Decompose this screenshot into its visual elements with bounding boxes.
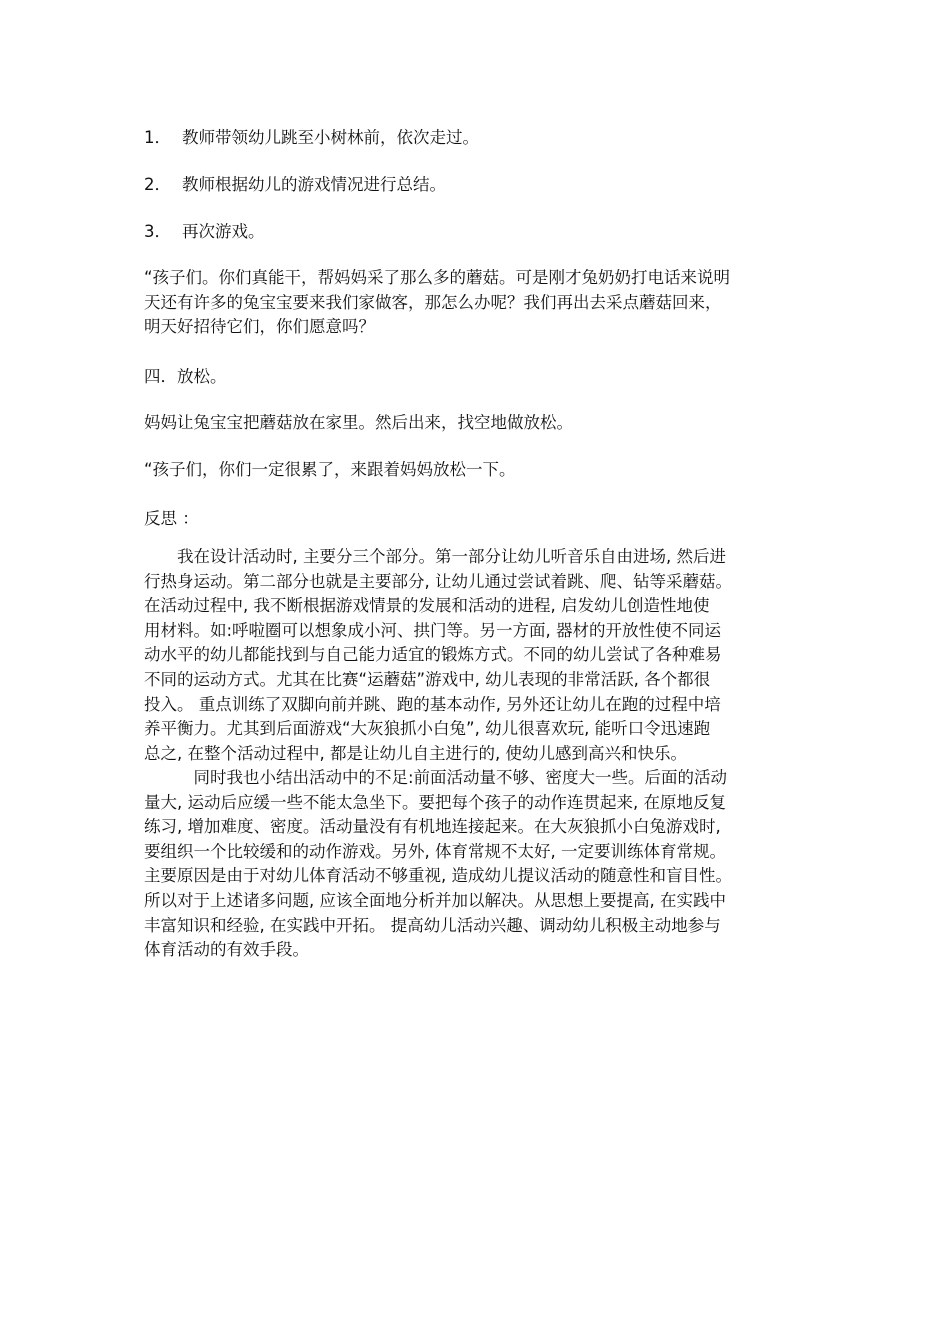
text-line: 在活动过程中, 我不断根据游戏情景的发展和活动的进程, 启发幼儿创造性地使: [144, 596, 710, 616]
text-line: 总之, 在整个活动过程中, 都是让幼儿自主进行的, 使幼儿感到高兴和快乐。: [144, 743, 687, 763]
text-line: 动水平的幼儿都能找到与自己能力适宜的锻炼方式。不同的幼儿尝试了各种难易: [144, 645, 722, 665]
step-item: [144, 173, 446, 197]
text-line: “孩子们。你们真能干，帮妈妈采了那么多的蘑菇。可是刚才兔奶奶打电话来说明: [144, 268, 731, 287]
quote-paragraph: [144, 266, 820, 340]
quote-paragraph: “孩子们，你们一定很累了，来跟着妈妈放松一下。: [144, 460, 516, 479]
body-paragraph: 妈妈让兔宝宝把蘑菇放在家里。然后出来，找空地做放松。: [144, 413, 573, 432]
reflection-paragraph-2: [144, 766, 820, 963]
text-line: 练习, 增加难度、密度。活动量没有有机地连接起来。在大灰狼抓小白兔游戏时,: [144, 817, 721, 837]
reflection-label: 反思 ：: [144, 509, 199, 528]
reflection-paragraph-1: [144, 545, 820, 766]
text-line: 体育活动的有效手段。: [144, 940, 309, 960]
text-line: 同时我也小结出活动中的不足:前面活动量不够、密度大一些。后面的活动: [144, 768, 728, 787]
text-line: 要组织一个比较缓和的动作游戏。另外, 体育常规不太好, 一定要训练体育常规。: [144, 841, 726, 861]
step-item: [144, 220, 265, 244]
step-number: 2．: [144, 175, 171, 194]
section-heading: 四．放松。: [144, 367, 227, 386]
text-line: 我在设计活动时, 主要分三个部分。第一部分让幼儿听音乐自由进场, 然后进: [144, 547, 726, 566]
step-number: 1．: [144, 128, 171, 147]
text-line: 不同的运动方式。尤其在比赛“运蘑菇”游戏中, 幼儿表现的非常活跃, 各个都很: [144, 669, 711, 689]
step-text: 教师根据幼儿的游戏情况进行总结。: [182, 175, 446, 194]
text-line: 养平衡力。尤其到后面游戏“大灰狼抓小白兔”, 幼儿很喜欢玩, 能听口令迅速跑: [144, 719, 711, 739]
step-number: 3．: [144, 222, 171, 241]
text-line: 量大, 运动后应缓一些不能太急坐下。要把每个孩子的动作连贯起来, 在原地反复: [144, 792, 726, 812]
text-line: 明天好招待它们，你们愿意吗？: [144, 317, 375, 337]
step-text: 教师带领幼儿跳至小树林前，依次走过。: [182, 128, 479, 147]
step-item: [144, 126, 479, 150]
text-line: 天还有许多的兔宝宝要来我们家做客，那怎么办呢？我们再出去采点蘑菇回来，: [144, 292, 722, 312]
text-line: 丰富知识和经验, 在实践中开拓。 提高幼儿活动兴趣、调动幼儿积极主动地参与: [144, 915, 721, 935]
text-line: 投入。 重点训练了双脚向前并跳、跑的基本动作, 另外还让幼儿在跑的过程中培: [144, 694, 721, 714]
text-line: 行热身运动。第二部分也就是主要部分, 让幼儿通过尝试着跳、爬、钻等采蘑菇。: [144, 571, 732, 591]
text-line: 用材料。如:呼啦圈可以想象成小河、拱门等。另一方面, 器材的开放性使不同运: [144, 620, 722, 640]
text-line: 主要原因是由于对幼儿体育活动不够重视, 造成幼儿提议活动的随意性和盲目性。: [144, 866, 732, 886]
step-text: 再次游戏。: [182, 222, 265, 241]
text-line: 所以对于上述诸多问题, 应该全面地分析并加以解决。从思想上要提高, 在实践中: [144, 890, 726, 910]
